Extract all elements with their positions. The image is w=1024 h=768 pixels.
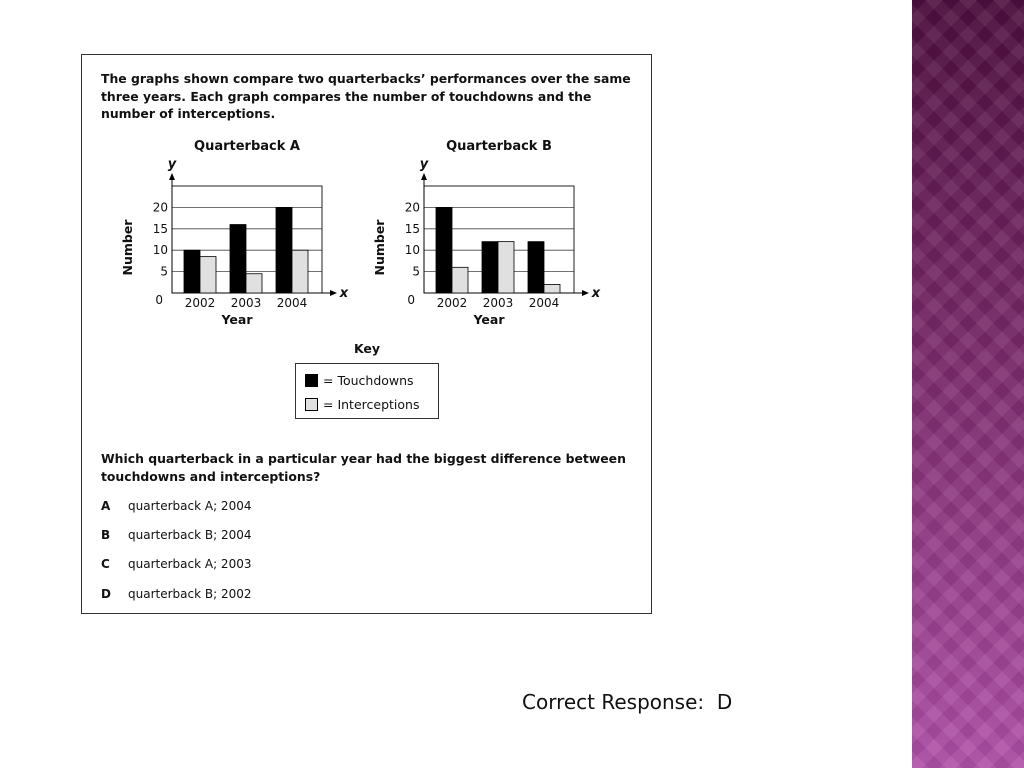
chart-b-x-axis-label: Year — [473, 312, 505, 327]
chart-b-bar-touchdowns-2003 — [482, 242, 498, 293]
key-label-interceptions: = Interceptions — [323, 396, 420, 412]
choice-a[interactable] — [101, 499, 251, 513]
key-title: Key — [353, 341, 381, 356]
interceptions-swatch — [305, 398, 318, 411]
choice-b[interactable] — [101, 528, 252, 542]
chart-a-x-tick-label: 2003 — [230, 296, 262, 310]
chart-a-x-axis-arrow — [330, 290, 337, 296]
chart-a-x-tick-label: 2002 — [184, 296, 216, 310]
chart-a-x-tick-label: 2004 — [276, 296, 308, 310]
chart-b-y-tick-label: 20 — [404, 200, 420, 215]
chart-b-bar-interceptions-2004 — [544, 284, 560, 293]
chart-b-x-axis-arrow — [582, 290, 589, 296]
chart-b-y-axis-arrow — [421, 173, 427, 180]
chart-a-bar-interceptions-2003 — [246, 274, 262, 293]
choice-c[interactable] — [101, 557, 251, 571]
question-prompt: Which quarterback in a particular year had the biggest difference between touchdowns and interceptions? — [101, 451, 626, 484]
chart-b-bar-touchdowns-2004 — [528, 242, 544, 293]
key-label-touchdowns: = Touchdowns — [323, 372, 414, 388]
choice-b-letter: B — [101, 528, 111, 542]
choice-b-text: quarterback B; 2004 — [128, 528, 252, 542]
chart-a-y-tick-label: 15 — [152, 221, 168, 236]
chart-a-y-tick-label: 20 — [152, 200, 168, 215]
chart-b-x-tick-label: 2002 — [436, 296, 468, 310]
chart-b-bar-interceptions-2002 — [452, 267, 468, 293]
choice-d-letter: D — [101, 587, 111, 601]
correct-response: Correct Response: D — [522, 690, 733, 714]
chart-a-y-tick-label: 0 — [155, 293, 163, 307]
key-legend — [295, 363, 439, 419]
chart-a-x-axis-label: Year — [221, 312, 253, 327]
chart-a-y-axis-arrow — [169, 173, 175, 180]
chart-a-bar-touchdowns-2003 — [230, 225, 246, 293]
chart-b-title: Quarterback B — [446, 139, 552, 154]
key-item-touchdowns — [305, 372, 414, 388]
chart-b-x-axis-symbol: x — [591, 286, 601, 301]
chart-a-y-axis-symbol: y — [167, 157, 177, 172]
touchdowns-swatch — [305, 374, 318, 387]
choice-c-letter: C — [101, 557, 110, 571]
chart-b-bar-touchdowns-2002 — [436, 207, 452, 293]
chart-b-y-tick-label: 0 — [407, 293, 415, 307]
choice-d-text: quarterback B; 2002 — [128, 587, 252, 601]
chart-a-bar-interceptions-2002 — [200, 257, 216, 293]
decorative-side-band — [912, 0, 1024, 768]
chart-a-title: Quarterback A — [194, 139, 300, 154]
chart-b-x-tick-label: 2004 — [528, 296, 560, 310]
choice-a-text: quarterback A; 2004 — [128, 499, 252, 513]
chart-b-y-tick-label: 5 — [412, 264, 420, 279]
key-item-interceptions — [305, 396, 419, 412]
choice-d[interactable] — [101, 587, 252, 601]
chart-b-y-axis-label: Number — [372, 219, 387, 276]
chart-b-y-tick-label: 15 — [404, 221, 420, 236]
chart-b-bar-interceptions-2003 — [498, 242, 514, 293]
chart-b-x-tick-label: 2003 — [482, 296, 514, 310]
chart-a-bar-touchdowns-2002 — [184, 250, 200, 293]
quarterback-charts — [82, 55, 653, 355]
chart-b-y-axis-symbol: y — [419, 157, 429, 172]
chart-a-x-axis-symbol: x — [339, 286, 349, 301]
question-panel — [81, 54, 652, 614]
choice-c-text: quarterback A; 2003 — [128, 557, 252, 571]
chart-a-y-tick-label: 5 — [160, 264, 168, 279]
question-intro: The graphs shown compare two quarterbacks’ performances over the same three years. Each graph compares the number of touchdowns and the number of interceptions. — [101, 71, 631, 121]
chart-a-bar-interceptions-2004 — [292, 250, 308, 293]
chart-b-y-tick-label: 10 — [404, 243, 420, 258]
chart-a-bar-touchdowns-2004 — [276, 207, 292, 293]
chart-a-y-tick-label: 10 — [152, 243, 168, 258]
choice-a-letter: A — [101, 499, 111, 513]
chart-a-y-axis-label: Number — [120, 219, 135, 276]
